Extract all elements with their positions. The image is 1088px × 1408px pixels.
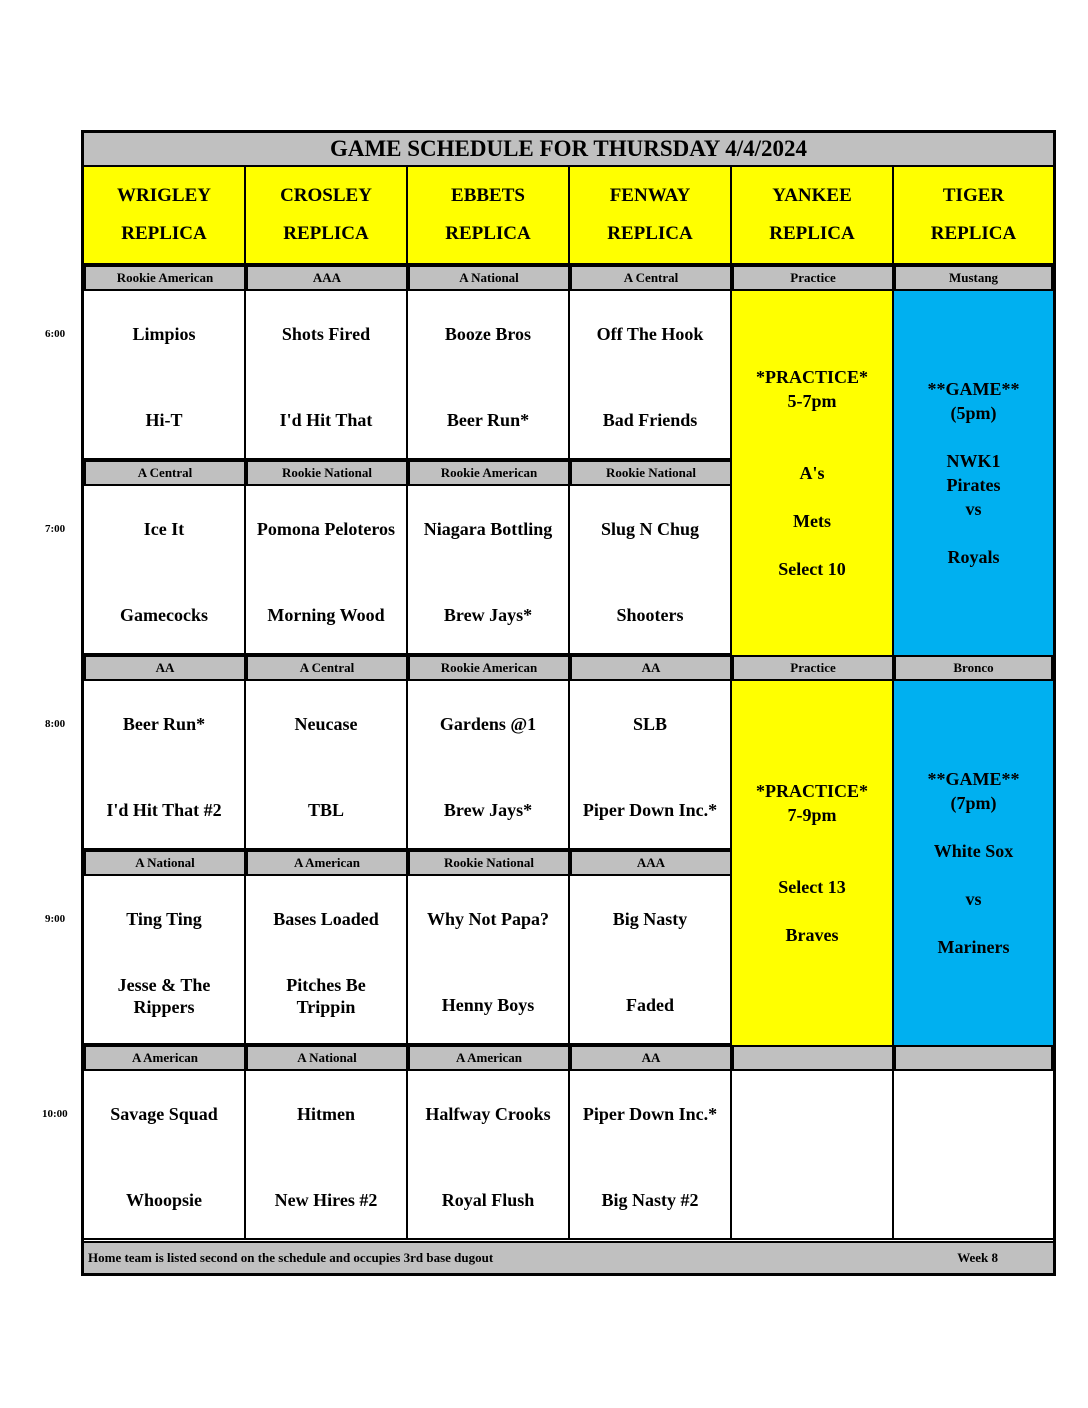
division-label [570, 1045, 732, 1071]
division-text: Rookie American [440, 660, 538, 675]
away-team: Piper Down Inc.* [582, 1104, 718, 1124]
field-subtitle: REPLICA [283, 223, 369, 244]
division-text: A Central [299, 660, 355, 675]
home-team: Pitches Be Trippin [286, 975, 366, 1017]
division-label [732, 655, 894, 681]
home-team: Royal Flush [441, 1190, 535, 1210]
home-team: Morning Wood [267, 605, 385, 625]
division-label [894, 1045, 1053, 1071]
footer-note: Home team is listed second on the schedule and occupies 3rd base dugout [88, 1250, 494, 1265]
home-team: I'd Hit That [279, 410, 373, 430]
field-header-yankee [732, 167, 894, 265]
field-header-fenway [570, 167, 732, 265]
practice-block [732, 681, 894, 1045]
away-team: Limpios [132, 324, 196, 344]
division-label [894, 265, 1053, 291]
home-team: Whoopsie [125, 1190, 203, 1210]
home-team: Hi-T [145, 410, 183, 430]
game-cell [246, 1071, 408, 1240]
division-text: AA [641, 660, 661, 675]
away-team: Ting Ting [126, 909, 202, 929]
division-text: Practice [790, 270, 836, 285]
game-cell [570, 486, 732, 655]
practice-block [732, 291, 894, 655]
block-line: Select 10 [778, 559, 846, 579]
field-subtitle: REPLICA [769, 223, 855, 244]
block-line: Mariners [937, 937, 1010, 957]
away-team: SLB [632, 714, 668, 734]
division-label [894, 655, 1053, 681]
field-name: WRIGLEY [117, 185, 211, 206]
division-label [570, 850, 732, 876]
home-team: Piper Down Inc.* [582, 800, 718, 820]
field-name: TIGER [942, 185, 1005, 206]
division-label [408, 850, 570, 876]
division-text: Rookie American [440, 465, 538, 480]
division-label [246, 1045, 408, 1071]
block-line: vs [965, 889, 982, 909]
home-team: New Hires #2 [274, 1190, 378, 1210]
division-label [570, 655, 732, 681]
game-cell [246, 486, 408, 655]
game-cell [570, 291, 732, 460]
division-text: A National [459, 270, 519, 285]
division-text: Rookie National [444, 855, 534, 870]
game-cell [408, 291, 570, 460]
division-text: A National [135, 855, 195, 870]
time-label: 10:00 [42, 1108, 68, 1120]
game-cell [84, 1071, 246, 1240]
division-label [84, 655, 246, 681]
game-block [894, 291, 1053, 655]
division-text: Rookie National [606, 465, 696, 480]
game-cell [84, 486, 246, 655]
away-team: Shots Fired [281, 324, 371, 344]
home-team: Gamecocks [120, 605, 208, 625]
field-subtitle: REPLICA [607, 223, 693, 244]
away-team: Bases Loaded [273, 909, 379, 929]
away-team: Slug N Chug [600, 519, 700, 539]
division-text: AA [155, 660, 175, 675]
footer [84, 1241, 1053, 1273]
division-text: Rookie National [282, 465, 372, 480]
field-name: CROSLEY [280, 185, 372, 206]
division-text: AAA [312, 270, 342, 285]
field-header-tiger [894, 167, 1053, 265]
field-header-crosley [246, 167, 408, 265]
game-cell [246, 291, 408, 460]
block-line: **GAME** [927, 379, 1020, 399]
game-cell [570, 681, 732, 850]
division-label [246, 655, 408, 681]
away-team: Niagara Bottling [423, 519, 553, 539]
empty-cell [732, 1071, 894, 1240]
away-team: Booze Bros [444, 324, 532, 344]
division-label [84, 1045, 246, 1071]
game-cell [84, 291, 246, 460]
field-subtitle: REPLICA [445, 223, 531, 244]
field-name: FENWAY [609, 185, 691, 206]
division-label [408, 265, 570, 291]
away-team: Big Nasty [612, 909, 688, 929]
block-line: White Sox [933, 841, 1014, 861]
away-team: Pomona Peloteros [256, 519, 396, 539]
division-label [732, 1045, 894, 1071]
block-line: Pirates [946, 475, 1001, 495]
block-line: *PRACTICE* [755, 781, 868, 801]
block-line: Select 13 [778, 877, 846, 897]
home-team: Brew Jays* [443, 800, 533, 820]
game-cell [570, 1071, 732, 1240]
game-cell [84, 681, 246, 850]
division-text: Mustang [948, 270, 999, 285]
block-line: (7pm) [950, 793, 997, 813]
division-label [84, 460, 246, 486]
field-name: YANKEE [772, 185, 852, 206]
division-label [570, 460, 732, 486]
block-line: A's [799, 463, 825, 483]
game-cell [408, 1071, 570, 1240]
division-text: A American [293, 855, 361, 870]
division-text: Rookie American [116, 270, 214, 285]
away-team: Hitmen [297, 1104, 355, 1124]
block-line: Mets [793, 511, 831, 531]
division-text: AAA [636, 855, 666, 870]
away-team: Beer Run* [122, 714, 206, 734]
division-label [408, 1045, 570, 1071]
home-team: Bad Friends [602, 410, 698, 430]
division-text: Bronco [953, 660, 994, 675]
away-team: Gardens @1 [439, 714, 537, 734]
game-cell [570, 876, 732, 1045]
division-text: A Central [137, 465, 193, 480]
game-cell [408, 486, 570, 655]
field-subtitle: REPLICA [121, 223, 207, 244]
away-team: Why Not Papa? [426, 909, 549, 929]
time-label: 9:00 [45, 913, 66, 925]
division-label [246, 850, 408, 876]
block-line: vs [965, 499, 982, 519]
time-label: 7:00 [45, 523, 66, 535]
game-cell [408, 681, 570, 850]
block-line: *PRACTICE* [755, 367, 868, 387]
division-text: A American [131, 1050, 199, 1065]
home-team: Brew Jays* [443, 605, 533, 625]
block-line: Royals [947, 547, 1000, 567]
game-cell [246, 876, 408, 1045]
division-label [570, 265, 732, 291]
division-label [732, 265, 894, 291]
away-team: Halfway Crooks [425, 1104, 551, 1124]
home-team: I'd Hit That #2 [106, 800, 222, 820]
away-team: Ice It [143, 519, 185, 539]
block-line: NWK1 [946, 451, 1001, 471]
schedule-table [81, 130, 1056, 1276]
home-team: Faded [625, 995, 674, 1015]
division-text: A Central [623, 270, 679, 285]
empty-cell [894, 1071, 1053, 1240]
game-cell [84, 876, 246, 1045]
field-header-ebbets [408, 167, 570, 265]
home-team: Henny Boys [441, 995, 535, 1015]
field-name: EBBETS [451, 185, 525, 206]
time-label: 8:00 [45, 718, 66, 730]
division-label [408, 460, 570, 486]
home-team: Shooters [616, 605, 684, 625]
home-team: Big Nasty #2 [601, 1190, 699, 1210]
week-label: Week 8 [957, 1250, 998, 1265]
block-line: (5pm) [950, 403, 997, 423]
division-label [84, 265, 246, 291]
block-line: 7-9pm [787, 805, 837, 825]
field-header-wrigley [84, 167, 246, 265]
division-text: AA [641, 1050, 661, 1065]
game-cell [246, 681, 408, 850]
division-text: A National [297, 1050, 357, 1065]
division-label [246, 460, 408, 486]
block-line: **GAME** [927, 769, 1020, 789]
division-text: Practice [790, 660, 836, 675]
block-line: Braves [785, 925, 839, 945]
schedule-title: GAME SCHEDULE FOR THURSDAY 4/4/2024 [84, 133, 1053, 167]
game-block [894, 681, 1053, 1045]
home-team: Beer Run* [446, 410, 530, 430]
division-label [84, 850, 246, 876]
division-label [408, 655, 570, 681]
block-line: 5-7pm [787, 391, 837, 411]
time-label: 6:00 [45, 328, 66, 340]
division-label [246, 265, 408, 291]
home-team: TBL [307, 800, 345, 820]
home-team: Jesse & The Rippers [117, 975, 211, 1017]
game-cell [408, 876, 570, 1045]
field-subtitle: REPLICA [930, 223, 1017, 244]
away-team: Off The Hook [596, 324, 704, 344]
away-team: Neucase [294, 714, 358, 734]
away-team: Savage Squad [110, 1104, 218, 1124]
division-text: A American [455, 1050, 523, 1065]
